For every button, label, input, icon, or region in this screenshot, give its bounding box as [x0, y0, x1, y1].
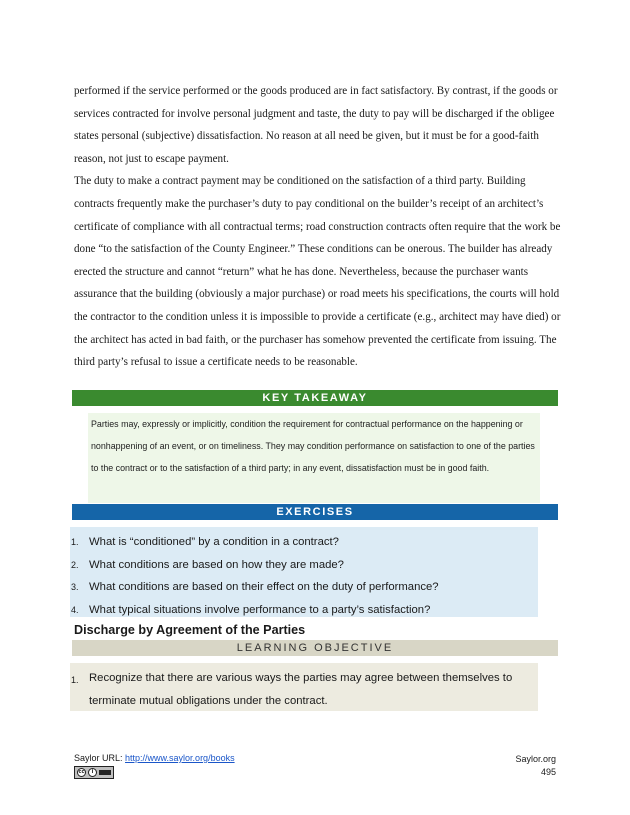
objective-number: 1. [71, 675, 79, 685]
exercise-item [70, 576, 538, 599]
footer-source-link[interactable]: http://www.saylor.org/books [125, 753, 235, 763]
exercises-box [70, 527, 538, 617]
by-icon: i [88, 768, 97, 777]
footer-site: Saylor.org [515, 754, 556, 764]
key-takeaway-text: Parties may, expressly or implicitly, condition the requirement for contractual performance on the happening or nonhappening of an event, or on timeliness. They may condition performance on satisfaction to one of the parties to the contract or to the satisfaction of a third party; in any event, dissatisfaction must be in good faith. [91, 419, 535, 474]
learning-objective-box [70, 663, 538, 711]
license-strip-icon [99, 770, 111, 775]
exercise-text: What is “conditioned” by a condition in a contract? [89, 536, 339, 548]
learning-objective-header: LEARNING OBJECTIVE [72, 640, 558, 656]
exercise-number: 4. [71, 604, 79, 615]
creative-commons-license-icon[interactable] [74, 766, 114, 779]
footer-page-info [515, 753, 556, 779]
key-takeaway-header: KEY TAKEAWAY [72, 390, 558, 406]
exercise-text: What conditions are based on how they are made? [89, 558, 344, 571]
exercise-number: 1. [71, 537, 79, 547]
exercises-list [70, 527, 538, 621]
exercise-item [70, 599, 538, 622]
exercise-item [70, 531, 538, 554]
exercise-text: What conditions are based on their effect on the duty of performance? [89, 581, 439, 593]
key-takeaway-box [88, 413, 540, 503]
exercise-number: 3. [71, 582, 79, 592]
objective-text: Recognize that there are various ways the parties may agree between themselves to terminate mutual obligations under the contract. [89, 672, 513, 707]
exercise-item [70, 554, 538, 577]
body-paragraph: performed if the service performed or the goods produced are in fact satisfactory. By contrast, if the goods or services contracted for involve personal judgment and taste, the duty to pay will be discharged if the obligee states personal (subjective) dissatisfaction. No reason at all need be given, but it must be for a good-faith reason, not just to escape payment. [74, 85, 558, 165]
exercises-header: EXERCISES [72, 504, 558, 520]
cc-icon: cc [78, 769, 85, 775]
exercise-text: What typical situations involve performance to a party’s satisfaction? [89, 603, 431, 616]
page-number: 495 [540, 767, 556, 777]
footer-source-label: Saylor URL: [74, 753, 126, 763]
body-text [74, 80, 562, 374]
section-heading: Discharge by Agreement of the Parties [74, 623, 306, 637]
body-paragraph: The duty to make a contract payment may be conditioned on the satisfaction of a third party. Building contracts frequently make the purchaser’s duty to pay conditional on the builder’s receipt of an architect’s certificate of compliance with all contractual terms; road construction contracts often require that the work be done “to the satisfaction of the County Engineer.” These conditions can be onerous. The builder has already erected the structure and cannot “return” what he has done. Nevertheless, because the purchaser wants assurance that the building (obviously a major purchase) or road meets his specifications, the courts will hold the contractor to the condition unless it is impossible to provide a certificate (e.g., architect may have died) or the architect has acted in bad faith, or the purchaser has somehow prevented the certificate from issuing. The third party’s refusal to issue a certificate needs to be reasonable. [74, 175, 561, 369]
exercise-number: 2. [71, 559, 79, 570]
footer-source [74, 753, 235, 763]
